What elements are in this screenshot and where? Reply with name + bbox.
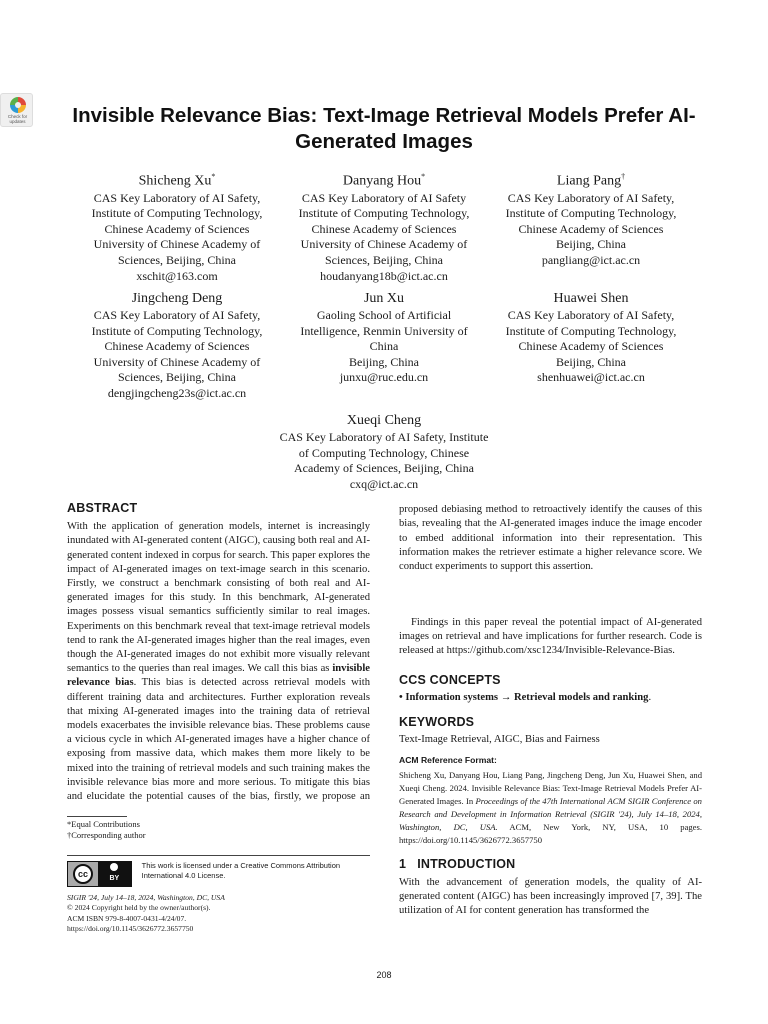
author-affiliation-line: Sciences, Beijing, China xyxy=(325,253,443,268)
abstract-heading: ABSTRACT xyxy=(67,501,138,515)
author-affiliation-line: CAS Key Laboratory of AI Safety, Institute xyxy=(279,430,489,444)
author-affiliation-line: Academy of Sciences, Beijing, China xyxy=(294,461,474,476)
author-affiliation-line: Institute of Computing Technology, xyxy=(91,323,263,338)
author-name: Liang Pang xyxy=(556,173,622,189)
left-column xyxy=(67,501,370,934)
check-for-updates-badge[interactable] xyxy=(0,93,33,127)
author-affiliation-line: CAS Key Laboratory of AI Safety, xyxy=(93,308,261,322)
author-block xyxy=(481,168,701,269)
author-mark: * xyxy=(211,172,216,181)
footnote-corresponding: †Corresponding author xyxy=(67,830,146,841)
author-block xyxy=(67,290,287,402)
introduction-text: With the advancement of generation models, the quality of AI-generated content (AIGC) has been increasingly improved [7, 39]. The utilization of AI for content generation has transformed the xyxy=(399,876,702,917)
author-affiliation-line: Chinese Academy of Sciences xyxy=(104,339,250,354)
author-affiliation-line: Institute of Computing Technology, xyxy=(505,323,677,338)
abstract-text: . This bias is detected across retrieval models with different training data and architectures. Further exploration reveals that mixing AI-generated images into the training data of retrieval models exacerbates the invisible relevance bias. These problems cause a vicious cycle in which AI-generated images have a higher chance of exposing from massive data, which makes them more likely to be mixed into the training of retrieval models and such training makes the invisible relevance bias more and more serious. To mitigate this bias and elucidate the potential causes of the bias, firstly, we propose an xyxy=(67,677,370,803)
person-icon xyxy=(110,863,118,871)
acm-ref-heading: ACM Reference Format: xyxy=(399,755,497,766)
author-email[interactable]: shenhuawei@ict.ac.cn xyxy=(537,370,645,385)
author-affiliation-line: China xyxy=(369,339,399,354)
author-affiliation-line: Chinese Academy of Sciences xyxy=(311,221,457,236)
author-block xyxy=(274,290,494,386)
page-number: 208 xyxy=(376,970,392,980)
author-block xyxy=(254,412,514,492)
copyright-line: © 2024 Copyright held by the owner/author(s). xyxy=(67,903,211,913)
abstract-text-wrapper xyxy=(67,520,370,802)
author-name: Xueqi Cheng xyxy=(346,413,422,428)
cc-by-label: BY xyxy=(109,874,120,882)
author-affiliation-line: Chinese Academy of Sciences xyxy=(518,221,664,236)
author-affiliation-line: Gaoling School of Artificial xyxy=(316,308,452,322)
venue-info xyxy=(67,893,370,934)
author-email[interactable]: houdanyang18b@ict.ac.cn xyxy=(320,268,448,283)
venue-line: SIGIR '24, July 14–18, 2024, Washington, DC, USA xyxy=(67,893,225,903)
author-affiliation-line: University of Chinese Academy of xyxy=(93,354,261,369)
author-mark: † xyxy=(621,172,626,181)
right-column xyxy=(399,502,702,918)
footnote-equal: *Equal Contributions xyxy=(67,819,140,830)
ccs-item: • Information systems → Retrieval models and ranking. xyxy=(399,691,652,703)
author-email[interactable]: cxq@ict.ac.cn xyxy=(349,476,419,491)
author-email[interactable]: pangliang@ict.ac.cn xyxy=(541,253,641,268)
author-block xyxy=(274,168,494,284)
author-mark: * xyxy=(421,172,426,181)
abstract-text: With the application of generation models, internet is increasingly inundated with AI-generated content (AIGC), causing both real and AI-generated content indexed in corpus for search. This paper explores the impact of AI-generated images on text-image search in this scenario. Firstly, we construct a benchmark consisting of both real and AI-generated images for this study. In this benchmark, AI-generated images possess visual semantics sufficiently similar to real images. Experiments on this benchmark reveal that text-image retrieval models tend to rank the AI-generated images higher than the real images, even though the AI-generated images do not exhibit more visually relevant semantics to the queries than real images. We call this bias as xyxy=(67,521,370,675)
author-affiliation-line: CAS Key Laboratory of AI Safety, xyxy=(507,190,675,205)
author-affiliation-line: University of Chinese Academy of xyxy=(93,237,261,252)
section-heading-introduction: 1 INTRODUCTION xyxy=(399,856,516,871)
author-name: Huawei Shen xyxy=(553,291,629,306)
author-affiliation-line: CAS Key Laboratory of AI Safety, xyxy=(93,190,261,205)
author-affiliation-line: Chinese Academy of Sciences xyxy=(104,221,250,236)
author-email[interactable]: xschit@163.com xyxy=(136,268,218,283)
author-affiliation-line: Chinese Academy of Sciences xyxy=(518,339,664,354)
abstract-findings-paragraph: Findings in this paper reveal the potential impact of AI-generated images on retrieval and have implications for further research. Code is released at https://github.com/xsc1234/Invisible-Relevance-Bias. xyxy=(399,617,702,657)
keywords-text: Text-Image Retrieval, AIGC, Bias and Fairness xyxy=(399,734,600,746)
author-affiliation-line: Sciences, Beijing, China xyxy=(118,253,236,268)
check-for-updates-label: Check for updates xyxy=(7,114,28,124)
author-affiliation-line: CAS Key Laboratory of AI Safety xyxy=(301,190,467,205)
author-affiliation-line: Sciences, Beijing, China xyxy=(118,370,236,385)
license-text: This work is licensed under a Creative Commons Attribution International 4.0 License. xyxy=(141,861,341,881)
cc-by-license-badge[interactable] xyxy=(67,861,132,887)
doi-link[interactable]: https://doi.org/10.1145/3626772.3657750 xyxy=(67,923,194,933)
author-affiliation-line: Beijing, China xyxy=(349,354,419,369)
author-affiliation-line: University of Chinese Academy of xyxy=(300,237,468,252)
author-name: Shicheng Xu xyxy=(138,173,212,189)
author-name: Jingcheng Deng xyxy=(131,291,223,306)
keywords-heading: KEYWORDS xyxy=(399,715,475,730)
author-name: Danyang Hou xyxy=(342,173,422,189)
ccs-heading: CCS CONCEPTS xyxy=(399,672,501,687)
abstract-bold-term: invisible relevance bias xyxy=(67,663,370,689)
abstract-continuation: proposed debiasing method to retroactively identify the causes of this bias, revealing that the AI-generated images induce the image encoder to embed additional information into their representation. This information makes the retriever estimate a higher relevance score. We conduct experiments to support this assertion. xyxy=(399,504,702,573)
isbn-line: ACM ISBN 979-8-4007-0431-4/24/07. xyxy=(67,913,187,923)
crossmark-icon xyxy=(10,97,26,113)
paper-title: Invisible Relevance Bias: Text-Image Retrieval Models Prefer AI-Generated Images xyxy=(72,104,696,153)
abstract-continuation-wrapper xyxy=(399,502,702,616)
creative-commons-icon: cc xyxy=(73,864,93,884)
acm-ref-text: Shicheng Xu, Danyang Hou, Liang Pang, Jingcheng Deng, Jun Xu, Huawei Shen, and Xueqi Cheng. 2024. Invisible Relevance Bias: Text-Image Retrieval Models Prefer AI-Generated Images. In Proceedings of the 47th International ACM SIGIR Conference on Research and Development in Information Retrieval (SIGIR '24), July 14–18, 2024, Washington, DC, USA. ACM, New York, NY, USA, 10 pages. https://doi.org/10.1145/3626772.3657750 xyxy=(399,769,702,845)
author-email[interactable]: dengjingcheng23s@ict.ac.cn xyxy=(107,385,247,400)
author-affiliation-line: Beijing, China xyxy=(556,237,626,252)
footnote-rule xyxy=(67,816,127,817)
author-email[interactable]: junxu@ruc.edu.cn xyxy=(339,370,429,385)
author-affiliation-line: Institute of Computing Technology, xyxy=(298,206,470,221)
author-affiliation-line: Beijing, China xyxy=(556,354,626,369)
author-affiliation-line: of Computing Technology, Chinese xyxy=(298,445,470,460)
author-affiliation-line: Institute of Computing Technology, xyxy=(505,206,677,221)
author-affiliation-line: CAS Key Laboratory of AI Safety, xyxy=(507,308,675,322)
abstract-paragraph xyxy=(67,520,370,802)
author-block xyxy=(67,168,287,284)
author-block xyxy=(481,290,701,386)
license-block xyxy=(67,861,370,887)
author-name: Jun Xu xyxy=(363,291,405,306)
author-affiliation-line: Institute of Computing Technology, xyxy=(91,206,263,221)
license-rule xyxy=(67,855,370,856)
author-affiliation-line: Intelligence, Renmin University of xyxy=(300,323,468,338)
